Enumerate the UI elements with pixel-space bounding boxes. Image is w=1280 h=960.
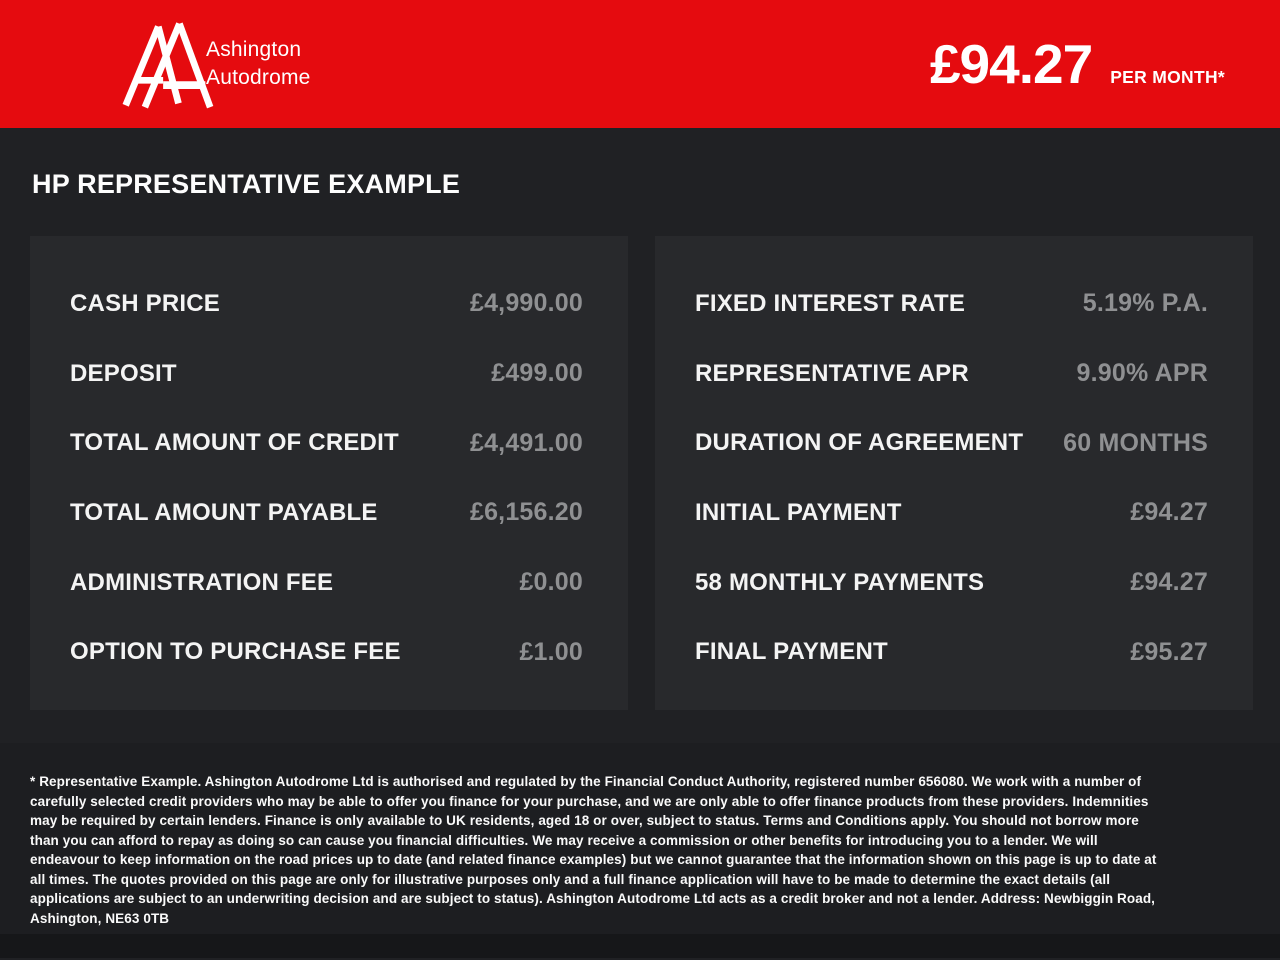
row-monthly-payments: [695, 548, 1208, 618]
row-final-payment: [695, 617, 1208, 687]
row-label: DEPOSIT: [70, 359, 177, 387]
row-fixed-interest-rate: [695, 269, 1208, 339]
finance-panel-right: [655, 236, 1253, 710]
legal-disclaimer-text: * Representative Example. Ashington Autodrome Ltd is authorised and regulated by the Financial Conduct Authority, registered number 656080. We work with a number of carefully selected credit providers who may be able to offer you finance for your purchase, and we are only able to offer finance products from these providers. Indemnities may be required by certain lenders. Finance is only available to UK residents, aged 18 or over, subject to status. Terms and Conditions apply. You should not borrow more than you can afford to repay as doing so can cause you financial difficulties. We may receive a commission or other benefits for introducing you to a lender. We will endeavour to keep information on the road prices up to date (and related finance examples) but we cannot guarantee that the information shown on this page is up to date at all times. The quotes provided on this page are only for illustrative purposes only and a full finance application will have to be made to determine the exact details (all applications are subject to an underwriting decision and are subject to status). Ashington Autodrome Ltd acts as a credit broker and not a lender. Address: Newbiggin Road, Ashington, NE63 0TB: [30, 774, 1157, 926]
row-value: £95.27: [1130, 637, 1208, 666]
row-initial-payment: [695, 478, 1208, 548]
row-value: £0.00: [519, 568, 583, 597]
row-label: OPTION TO PURCHASE FEE: [70, 638, 401, 666]
monthly-price-value: £94.27: [929, 33, 1093, 95]
row-value: £94.27: [1130, 568, 1208, 597]
row-cash-price: [70, 269, 583, 339]
finance-panel-left: [30, 236, 628, 710]
row-value: 9.90% APR: [1076, 359, 1208, 387]
header: [0, 0, 1280, 128]
row-option-to-purchase-fee: [70, 617, 583, 687]
row-label: REPRESENTATIVE APR: [695, 359, 969, 387]
finance-panels: [30, 236, 1280, 710]
row-total-amount-payable: [70, 478, 583, 548]
main-content: [0, 128, 1280, 958]
row-label: CASH PRICE: [70, 289, 221, 317]
legal-footer: [0, 743, 1280, 958]
row-label: ADMINISTRATION FEE: [70, 568, 334, 596]
page-title: HP REPRESENTATIVE EXAMPLE: [32, 169, 461, 199]
row-value: £4,491.00: [469, 428, 583, 457]
bottom-strip: [0, 934, 1280, 958]
brand-name-line2: Autodrome: [206, 66, 311, 89]
row-label: DURATION OF AGREEMENT: [695, 429, 1024, 457]
row-deposit: [70, 339, 583, 409]
monthly-price: [930, 32, 1225, 96]
row-value: £1.00: [519, 637, 583, 666]
row-total-amount-of-credit: [70, 408, 583, 478]
row-value: £6,156.20: [469, 498, 583, 527]
brand-name: [206, 36, 311, 92]
row-value: £4,990.00: [469, 289, 583, 318]
brand-logo-icon: [118, 17, 214, 111]
row-value: 5.19% P.A.: [1082, 289, 1208, 318]
row-duration-of-agreement: [695, 408, 1208, 478]
row-value: £94.27: [1130, 498, 1208, 527]
row-value: 60 MONTHS: [1063, 428, 1208, 457]
brand: [118, 17, 311, 111]
brand-name-line1: Ashington: [206, 38, 302, 61]
row-administration-fee: [70, 548, 583, 618]
row-label: TOTAL AMOUNT PAYABLE: [70, 498, 378, 526]
row-label: 58 MONTHLY PAYMENTS: [695, 568, 985, 596]
row-representative-apr: [695, 339, 1208, 409]
row-value: £499.00: [491, 359, 583, 387]
row-label: TOTAL AMOUNT OF CREDIT: [70, 429, 399, 457]
row-label: INITIAL PAYMENT: [695, 498, 902, 526]
monthly-price-suffix: PER MONTH*: [1110, 67, 1225, 87]
row-label: FIXED INTEREST RATE: [695, 289, 966, 317]
row-label: FINAL PAYMENT: [695, 638, 888, 666]
